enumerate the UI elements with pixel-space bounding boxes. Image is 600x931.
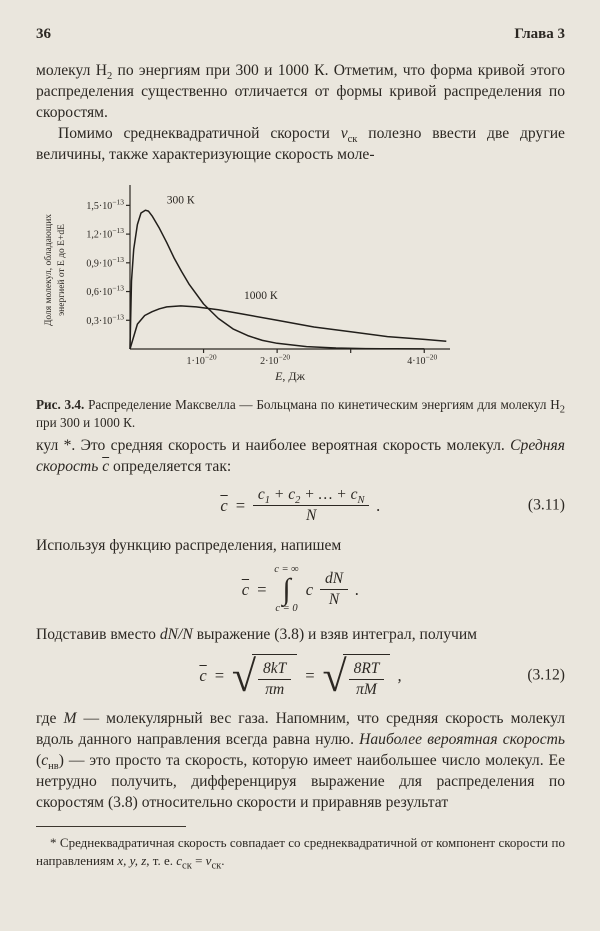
fraction [320,570,348,610]
text-run: = [191,852,206,868]
term: c [350,486,358,503]
term: c [288,486,296,503]
curve-1000-К [130,306,446,349]
emphasis-run: Наиболее вероятная скорость [359,731,565,749]
period: . [355,579,360,599]
subscript: 2 [106,71,113,83]
footnote-rule [36,826,186,827]
equals-sign: = [213,666,225,686]
denominator: πm [265,680,285,698]
denominator: πM [356,680,377,698]
comma: , [397,666,402,686]
paragraph-6 [36,708,565,813]
figure-label: Рис. 3.4. [36,397,85,412]
subscript: 2 [559,404,565,416]
footnote [36,834,565,872]
equation-3-12 [36,651,565,701]
y-tick-label: $1,2\cdot 10^{-13}$ [86,226,124,241]
molecule-symbol: Н [550,397,560,412]
y-axis-label: Доля молекул, обладающих [44,213,54,327]
equation-body [220,486,380,526]
equation-body [199,651,402,701]
denominator: N [328,591,340,609]
text-run: * Среднеквадратичная скорость совпадает со среднеквадратичной от компонент скорости по направлениям [36,835,565,868]
denominator: N [305,507,317,525]
numerator [253,486,370,506]
text-run: ( [36,752,42,770]
text-run: Помимо среднеквадратичной скорости [58,125,341,142]
variable-c: c [41,752,49,770]
paragraph-1 [36,60,565,123]
radical-sign: √ [231,651,257,701]
text-run: Подставив вместо [36,625,160,643]
term: c [257,486,265,503]
maxwell-boltzmann-energy-chart [36,173,496,387]
paragraph-3 [36,435,565,477]
c-bar-symbol: $\overline{c}$ [199,666,207,686]
subscript: 1 [264,495,270,507]
equation-3-11 [36,486,565,526]
curve-label: 1000 К [244,290,278,303]
equation-body [242,565,360,615]
y-tick-label: $1,5\cdot 10^{-13}$ [86,197,124,212]
subscript: 2 [295,495,301,507]
subscript: ск [211,860,222,872]
variables-xyz: x, y, z [117,852,147,868]
y-tick-label: $0,6\cdot 10^{-13}$ [86,283,124,299]
radicand [252,654,297,700]
text-run: кул *. Это средняя скорость и наиболее вероятная скорость молекул. [36,437,511,454]
numerator: dN [320,570,348,590]
text-run: ) — это просто та скорость, которую имеет наибольшее число молекул. Ее нетрудно получить, дифференцируя выражение для распределения по скоростям (3.8) относительно скорости и приравняв результат [36,752,565,812]
equals-sign: = [304,666,316,686]
integrand: c [305,579,314,599]
figure-caption [36,396,565,431]
text-run: , т. е. [146,852,177,868]
c-bar-symbol: $\overline{c}$ [220,495,228,515]
paragraph-2 [36,123,565,165]
text-run: при 300 и 1000 К. [36,414,136,430]
equation-integral [36,565,565,615]
text-run: молекул [36,62,96,79]
text-run: . [221,852,225,868]
variable-m: М [63,710,77,728]
text-run: где [36,710,64,728]
fraction [349,660,385,700]
numerator: 8kT [258,660,291,680]
subscript: N [357,495,365,507]
curve-300-К [130,210,424,349]
chapter-label: Глава 3 [514,26,565,42]
variable-dnn: dN/N [159,625,193,643]
numerator: 8RT [349,660,385,680]
subscript: ск [182,860,192,872]
c-bar-symbol: $\overline{c}$ [102,458,110,475]
text-run: полезно ввести две другие величины, также характеризующие скорость моле- [36,125,565,163]
text-run: определяется так: [109,458,232,475]
variable-c: c [176,852,183,868]
emphasis-run: Средняя скорость [36,437,565,475]
square-root [322,651,390,701]
fraction [253,486,370,526]
upper-limit: c = ∞ [274,563,299,575]
molecule-symbol: Н [95,62,107,79]
equation-number: (3.12) [527,666,565,684]
variable-v: v [340,125,348,142]
y-tick-label: $0,3\cdot 10^{-13}$ [86,312,124,327]
equals-sign: = [234,495,246,515]
integral-sign: ∫ [282,573,291,607]
y-axis-label: энергией от E до E+dE [57,224,67,316]
subscript: нв [48,761,59,773]
square-root [231,651,297,701]
radical-sign: √ [322,651,347,701]
operator: + … + [300,486,351,503]
figure-3-4 [36,173,565,431]
radicand [343,654,391,700]
c-bar-symbol: $\overline{c}$ [241,579,250,599]
curve-label: 300 К [166,194,195,207]
x-axis-label: E, Дж [275,369,305,383]
text-run: по энергиям при 300 и 1000 К. Отметим, что форма кривой этого распределения существенно отличается от формы кривой распределения по скоростям. [36,62,566,121]
y-tick-label: $0,9\cdot 10^{-13}$ [86,254,124,270]
lower-limit: c = 0 [275,603,298,615]
text-run: Распределение Максвелла — Больцмана по кинетическим энергиям для молекул [84,397,551,412]
equals-sign: = [256,579,268,599]
x-tick-label: $1\cdot 10^{-20}$ [186,352,217,367]
equation-number: (3.11) [527,496,565,514]
paragraph-5 [36,624,565,645]
page-header [36,24,565,45]
x-tick-label: $4\cdot 10^{-20}$ [407,352,438,367]
x-tick-label: $2\cdot 10^{-20}$ [260,352,291,367]
paragraph-4: Используя функцию распределения, напишем [36,536,342,554]
integral-block [274,565,298,615]
fraction [258,660,291,700]
variable-v: v [205,852,212,868]
period: . [376,495,381,515]
page-number: 36 [36,26,51,42]
text-run: выражение (3.8) и взяв интеграл, получим [192,625,478,643]
operator: + [270,486,289,503]
text-run: — молекулярный вес газа. Напомним, что средняя скорость молекул вдоль данного направления всегда равна нулю. [36,710,565,749]
subscript: ск [347,134,358,146]
